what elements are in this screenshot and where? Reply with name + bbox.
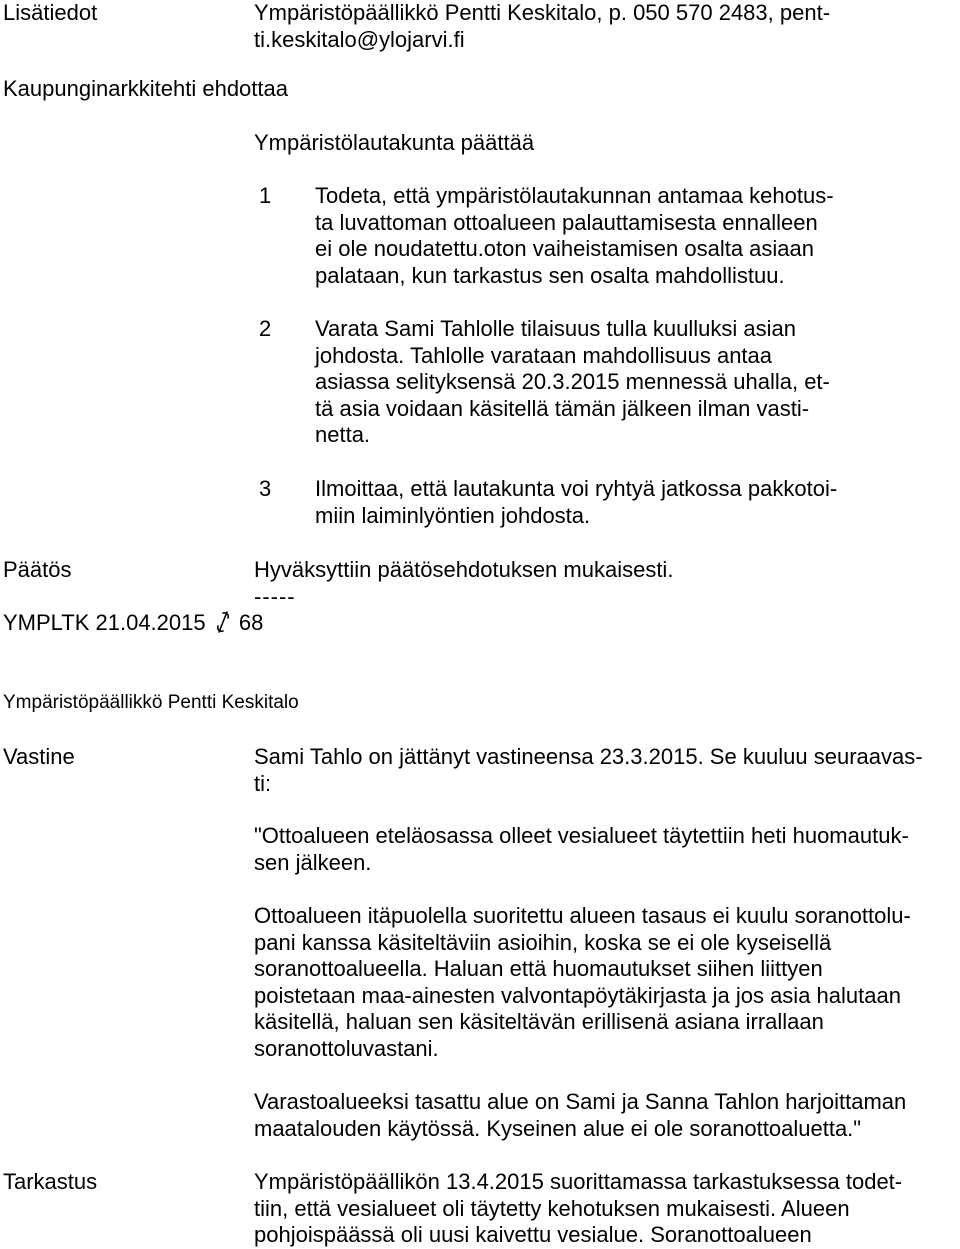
item-line: Ilmoittaa, että lautakunta voi ryhtyä jatkossa pakkotoi- [315,476,838,501]
item-number: 3 [259,476,272,501]
ehdotus-label: Kaupunginarkkitehti ehdottaa [3,76,288,101]
presenter: Ympäristöpäällikkö Pentti Keskitalo [3,692,299,713]
vastine-line: soranottoluvastani. [254,1035,439,1061]
vastine-line: pani kanssa käsiteltäviin asioihin, koska se ei ole kyseisellä [254,929,832,955]
item-line: johdosta. Tahlolle varataan mahdollisuus antaa [315,342,773,368]
vastine-paragraph [254,823,909,876]
item-line: ei ole noudatettu.oton vaiheistamisen osalta asiaan [315,236,815,261]
vastine-line: Sami Tahlo on jättänyt vastineensa 23.3.2015. Se kuuluu seuraavas- [254,744,923,769]
paatos-label: Päätös [3,557,72,582]
proposal-item-1 [315,183,834,289]
meeting-ref: YMPLTK 21.04.2015 [3,610,206,635]
vastine-label: Vastine [3,744,75,769]
section-number: 68 [238,610,264,635]
vastine-line: ti: [254,770,272,796]
paragraph-link-icon [214,610,232,634]
item-line: netta. [315,422,371,447]
tarkastus-line: pohjoispäässä oli uusi kaivettu vesialue. Soranottoalueen [254,1222,812,1247]
vastine-paragraph [254,903,911,1062]
tarkastus-line: tiin, että vesialueet oli täytetty kehotuksen mukaisesti. Alueen [254,1195,850,1221]
vastine-line: Ottoalueen itäpuolella suoritettu alueen tasaus ei kuulu soranottolu- [254,903,911,928]
vastine-line: maatalouden käytössä. Kyseinen alue ei ole soranottoaluetta." [254,1115,862,1141]
lisatiedot-line: Ympäristöpäällikkö Pentti Keskitalo, p. 050 570 2483, pent- [254,0,831,25]
vastine-paragraph [254,744,923,797]
item-number: 2 [259,316,272,341]
tarkastus-line: Ympäristöpäällikön 13.4.2015 suorittamassa tarkastuksessa todet- [254,1169,903,1194]
vastine-line: poistetaan maa-ainesten valvontapöytäkirjasta ja jos asia halutaan [254,982,901,1008]
tarkastus-text [254,1169,902,1249]
item-line: palataan, kun tarkastus sen osalta mahdollistuu. [315,262,785,288]
item-line: ta luvattoman ottoalueen palauttamisesta ennalleen [315,209,818,235]
item-number: 1 [259,183,272,208]
vastine-line: sen jälkeen. [254,849,372,875]
lisatiedot-text [254,0,830,53]
lisatiedot-label: Lisätiedot [3,0,98,25]
vastine-line: soranottoalueella. Haluan että huomautukset siihen liittyen [254,956,823,981]
separator: ----- [254,584,296,609]
item-line: asiassa selityksensä 20.3.2015 mennessä uhalla, et- [315,369,830,394]
vastine-paragraph [254,1089,906,1142]
tarkastus-label: Tarkastus [3,1169,98,1194]
meeting-reference [3,610,263,637]
item-line: Varata Sami Tahlolle tilaisuus tulla kuulluksi asian [315,316,796,341]
lisatiedot-line: ti.keskitalo@ylojarvi.fi [254,26,465,52]
item-line: miin laiminlyöntien johdosta. [315,502,591,528]
proposal-item-2 [315,316,830,449]
ehdotus-heading: Ympäristölautakunta päättää [254,130,535,155]
proposal-item-3 [315,476,837,529]
item-line: Todeta, että ympäristölautakunnan antamaa kehotus- [315,183,834,208]
vastine-line: Varastoalueeksi tasattu alue on Sami ja Sanna Tahlon harjoittaman [254,1089,907,1114]
vastine-line: "Ottoalueen eteläosassa olleet vesialueet täytettiin heti huomautuk- [254,823,909,848]
paatos-text: Hyväksyttiin päätösehdotuksen mukaisesti. [254,557,674,582]
item-line: tä asia voidaan käsitellä tämän jälkeen ilman vasti- [315,395,810,421]
vastine-line: käsitellä, haluan sen käsiteltävän erillisenä asiana irrallaan [254,1009,824,1034]
